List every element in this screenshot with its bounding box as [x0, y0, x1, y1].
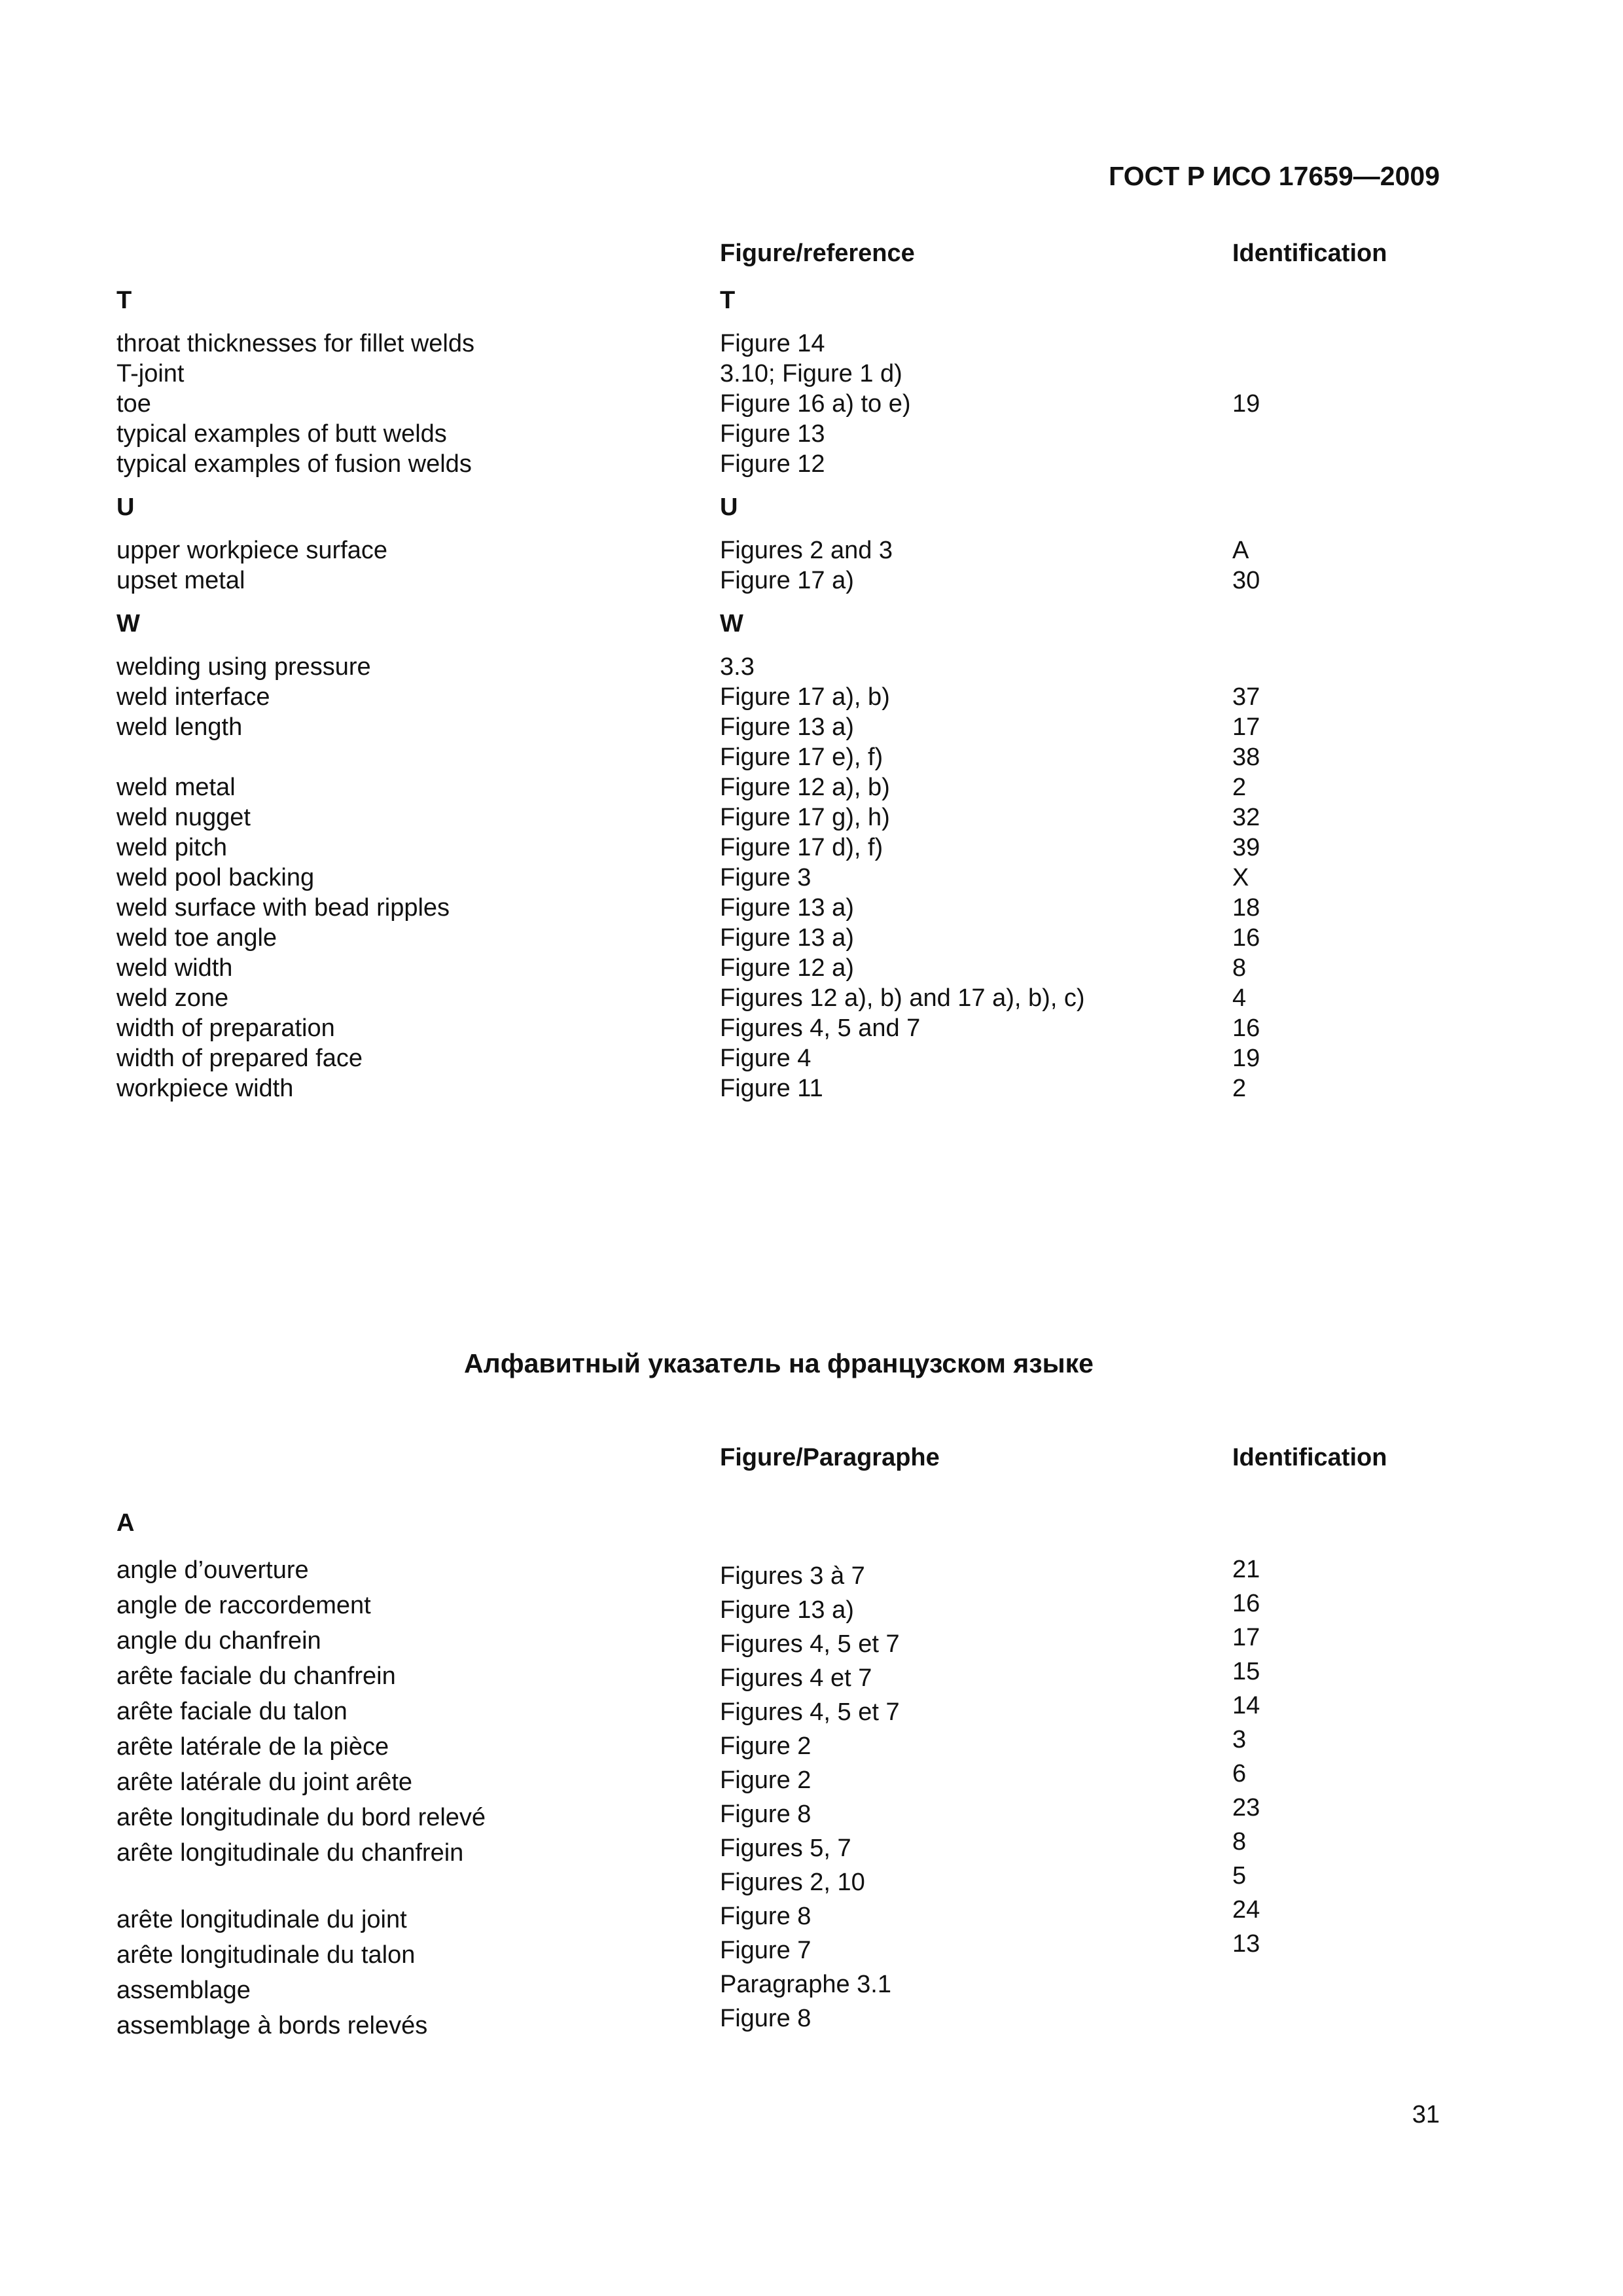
french-figure: Figure 2	[720, 1732, 812, 1760]
figure-reference: 3.3	[720, 653, 755, 681]
index-letter-a: A	[116, 1509, 135, 1537]
french-figure: Figure 8	[720, 2005, 812, 2032]
french-identification-column	[1232, 1552, 1260, 1961]
page-number: 31	[1412, 2101, 1440, 2128]
french-figure: Figure 13 a)	[720, 1596, 854, 1624]
french-figure: Figures 4 et 7	[720, 1664, 872, 1692]
term: W	[116, 610, 140, 637]
figure-reference: Figures 2 and 3	[720, 537, 893, 564]
identification: 38	[1232, 744, 1260, 771]
figure-reference: Figure 13	[720, 420, 825, 448]
french-term: arête longitudinale du talon	[116, 1941, 416, 1969]
term: weld interface	[116, 683, 270, 711]
french-term: assemblage	[116, 1977, 251, 2004]
identification: A	[1232, 537, 1249, 564]
french-term: angle de raccordement	[116, 1592, 371, 1619]
french-identification: 5	[1232, 1862, 1247, 1890]
term: workpiece width	[116, 1075, 294, 1102]
term: U	[116, 493, 135, 521]
french-identification: 13	[1232, 1930, 1260, 1958]
french-term: arête faciale du chanfrein	[116, 1662, 396, 1690]
french-figure: Paragraphe 3.1	[720, 1971, 891, 1998]
term: weld toe angle	[116, 924, 277, 952]
term: T-joint	[116, 360, 185, 387]
column-header-figure-paragraphe: Figure/Paragraphe	[720, 1444, 940, 1471]
identification: 18	[1232, 894, 1260, 922]
french-figure: Figures 3 à 7	[720, 1562, 865, 1590]
figure-reference: Figure 13 a)	[720, 713, 854, 741]
french-term: arête longitudinale du joint	[116, 1906, 407, 1933]
column-header-identification: Identification	[1232, 240, 1387, 267]
french-identification: 8	[1232, 1828, 1247, 1856]
french-identification: 6	[1232, 1760, 1247, 1787]
term: weld width	[116, 954, 233, 982]
figure-reference: Figure 17 g), h)	[720, 804, 890, 831]
identification: 19	[1232, 1045, 1260, 1072]
figure-reference: Figure 17 d), f)	[720, 834, 883, 861]
french-term: angle d’ouverture	[116, 1556, 309, 1584]
term: weld length	[116, 713, 243, 741]
term: typical examples of butt welds	[116, 420, 447, 448]
french-identification: 14	[1232, 1692, 1260, 1719]
figure-reference: Figure 17 e), f)	[720, 744, 883, 771]
identification: 39	[1232, 834, 1260, 861]
figure-reference: Figure 17 a), b)	[720, 683, 890, 711]
french-term: arête longitudinale du chanfrein	[116, 1839, 464, 1867]
french-terms-column	[116, 1552, 486, 2043]
term: upper workpiece surface	[116, 537, 387, 564]
french-identification: 23	[1232, 1794, 1260, 1821]
identification: 19	[1232, 390, 1260, 418]
figure-reference: Figure 14	[720, 330, 825, 357]
term: weld pitch	[116, 834, 227, 861]
identification: 4	[1232, 984, 1247, 1012]
figure-reference: W	[720, 610, 743, 637]
identification: 2	[1232, 774, 1247, 801]
french-figure: Figures 4, 5 et 7	[720, 1698, 900, 1726]
french-figure: Figures 4, 5 et 7	[720, 1630, 900, 1658]
figure-reference: Figure 12 a)	[720, 954, 854, 982]
identification: 30	[1232, 567, 1260, 594]
figure-reference: Figure 3	[720, 864, 812, 891]
french-figure: Figures 2, 10	[720, 1869, 865, 1896]
identification: 37	[1232, 683, 1260, 711]
identification: X	[1232, 864, 1249, 891]
french-figures-column	[720, 1559, 900, 2036]
figure-reference: Figure 12 a), b)	[720, 774, 890, 801]
figure-reference: Figure 13 a)	[720, 924, 854, 952]
term: weld pool backing	[116, 864, 315, 891]
french-identification: 24	[1232, 1896, 1260, 1924]
french-figure: Figures 5, 7	[720, 1835, 851, 1862]
french-identification: 21	[1232, 1556, 1260, 1583]
term: upset metal	[116, 567, 245, 594]
french-identification: 15	[1232, 1658, 1260, 1685]
term: throat thicknesses for fillet welds	[116, 330, 475, 357]
figure-reference: U	[720, 493, 738, 521]
term: weld zone	[116, 984, 229, 1012]
figure-reference: Figure 11	[720, 1075, 823, 1102]
french-figure: Figure 2	[720, 1767, 812, 1794]
figure-reference: Figure 16 a) to e)	[720, 390, 911, 418]
french-identification: 3	[1232, 1726, 1247, 1753]
column-header-figure-reference: Figure/reference	[720, 240, 915, 267]
french-term: assemblage à bords relevés	[116, 2012, 428, 2039]
french-figure: Figure 8	[720, 1801, 812, 1828]
term: width of preparation	[116, 1014, 335, 1042]
figure-reference: Figures 12 a), b) and 17 a), b), c)	[720, 984, 1085, 1012]
term: weld surface with bead ripples	[116, 894, 450, 922]
figure-reference: Figure 17 a)	[720, 567, 854, 594]
french-identification: 16	[1232, 1590, 1260, 1617]
figure-reference: 3.10; Figure 1 d)	[720, 360, 902, 387]
identification: 16	[1232, 924, 1260, 952]
figure-reference: Figure 13 a)	[720, 894, 854, 922]
french-index-title: Алфавитный указатель на французском языке	[464, 1348, 1094, 1378]
term: weld nugget	[116, 804, 251, 831]
figure-reference: Figure 12	[720, 450, 825, 478]
french-term: arête latérale du joint arête	[116, 1768, 413, 1796]
french-term: arête longitudinale du bord relevé	[116, 1804, 486, 1831]
term: width of prepared face	[116, 1045, 363, 1072]
identification: 32	[1232, 804, 1260, 831]
term: weld metal	[116, 774, 236, 801]
term: welding using pressure	[116, 653, 371, 681]
term: T	[116, 287, 132, 314]
figure-reference: Figure 4	[720, 1045, 812, 1072]
figure-reference: T	[720, 287, 736, 314]
identification: 17	[1232, 713, 1260, 741]
french-term	[116, 1871, 486, 1902]
french-figure: Figure 8	[720, 1903, 812, 1930]
french-term: angle du chanfrein	[116, 1627, 321, 1655]
term: toe	[116, 390, 151, 418]
identification: 16	[1232, 1014, 1260, 1042]
document-code: ГОСТ Р ИСО 17659—2009	[1109, 161, 1440, 191]
term: typical examples of fusion welds	[116, 450, 472, 478]
french-term: arête faciale du talon	[116, 1698, 348, 1725]
figure-reference: Figures 4, 5 and 7	[720, 1014, 921, 1042]
identification: 2	[1232, 1075, 1247, 1102]
identification: 8	[1232, 954, 1247, 982]
french-term: arête latérale de la pièce	[116, 1733, 389, 1761]
column-header-identification-fr: Identification	[1232, 1444, 1387, 1471]
french-identification: 17	[1232, 1624, 1260, 1651]
french-figure: Figure 7	[720, 1937, 812, 1964]
